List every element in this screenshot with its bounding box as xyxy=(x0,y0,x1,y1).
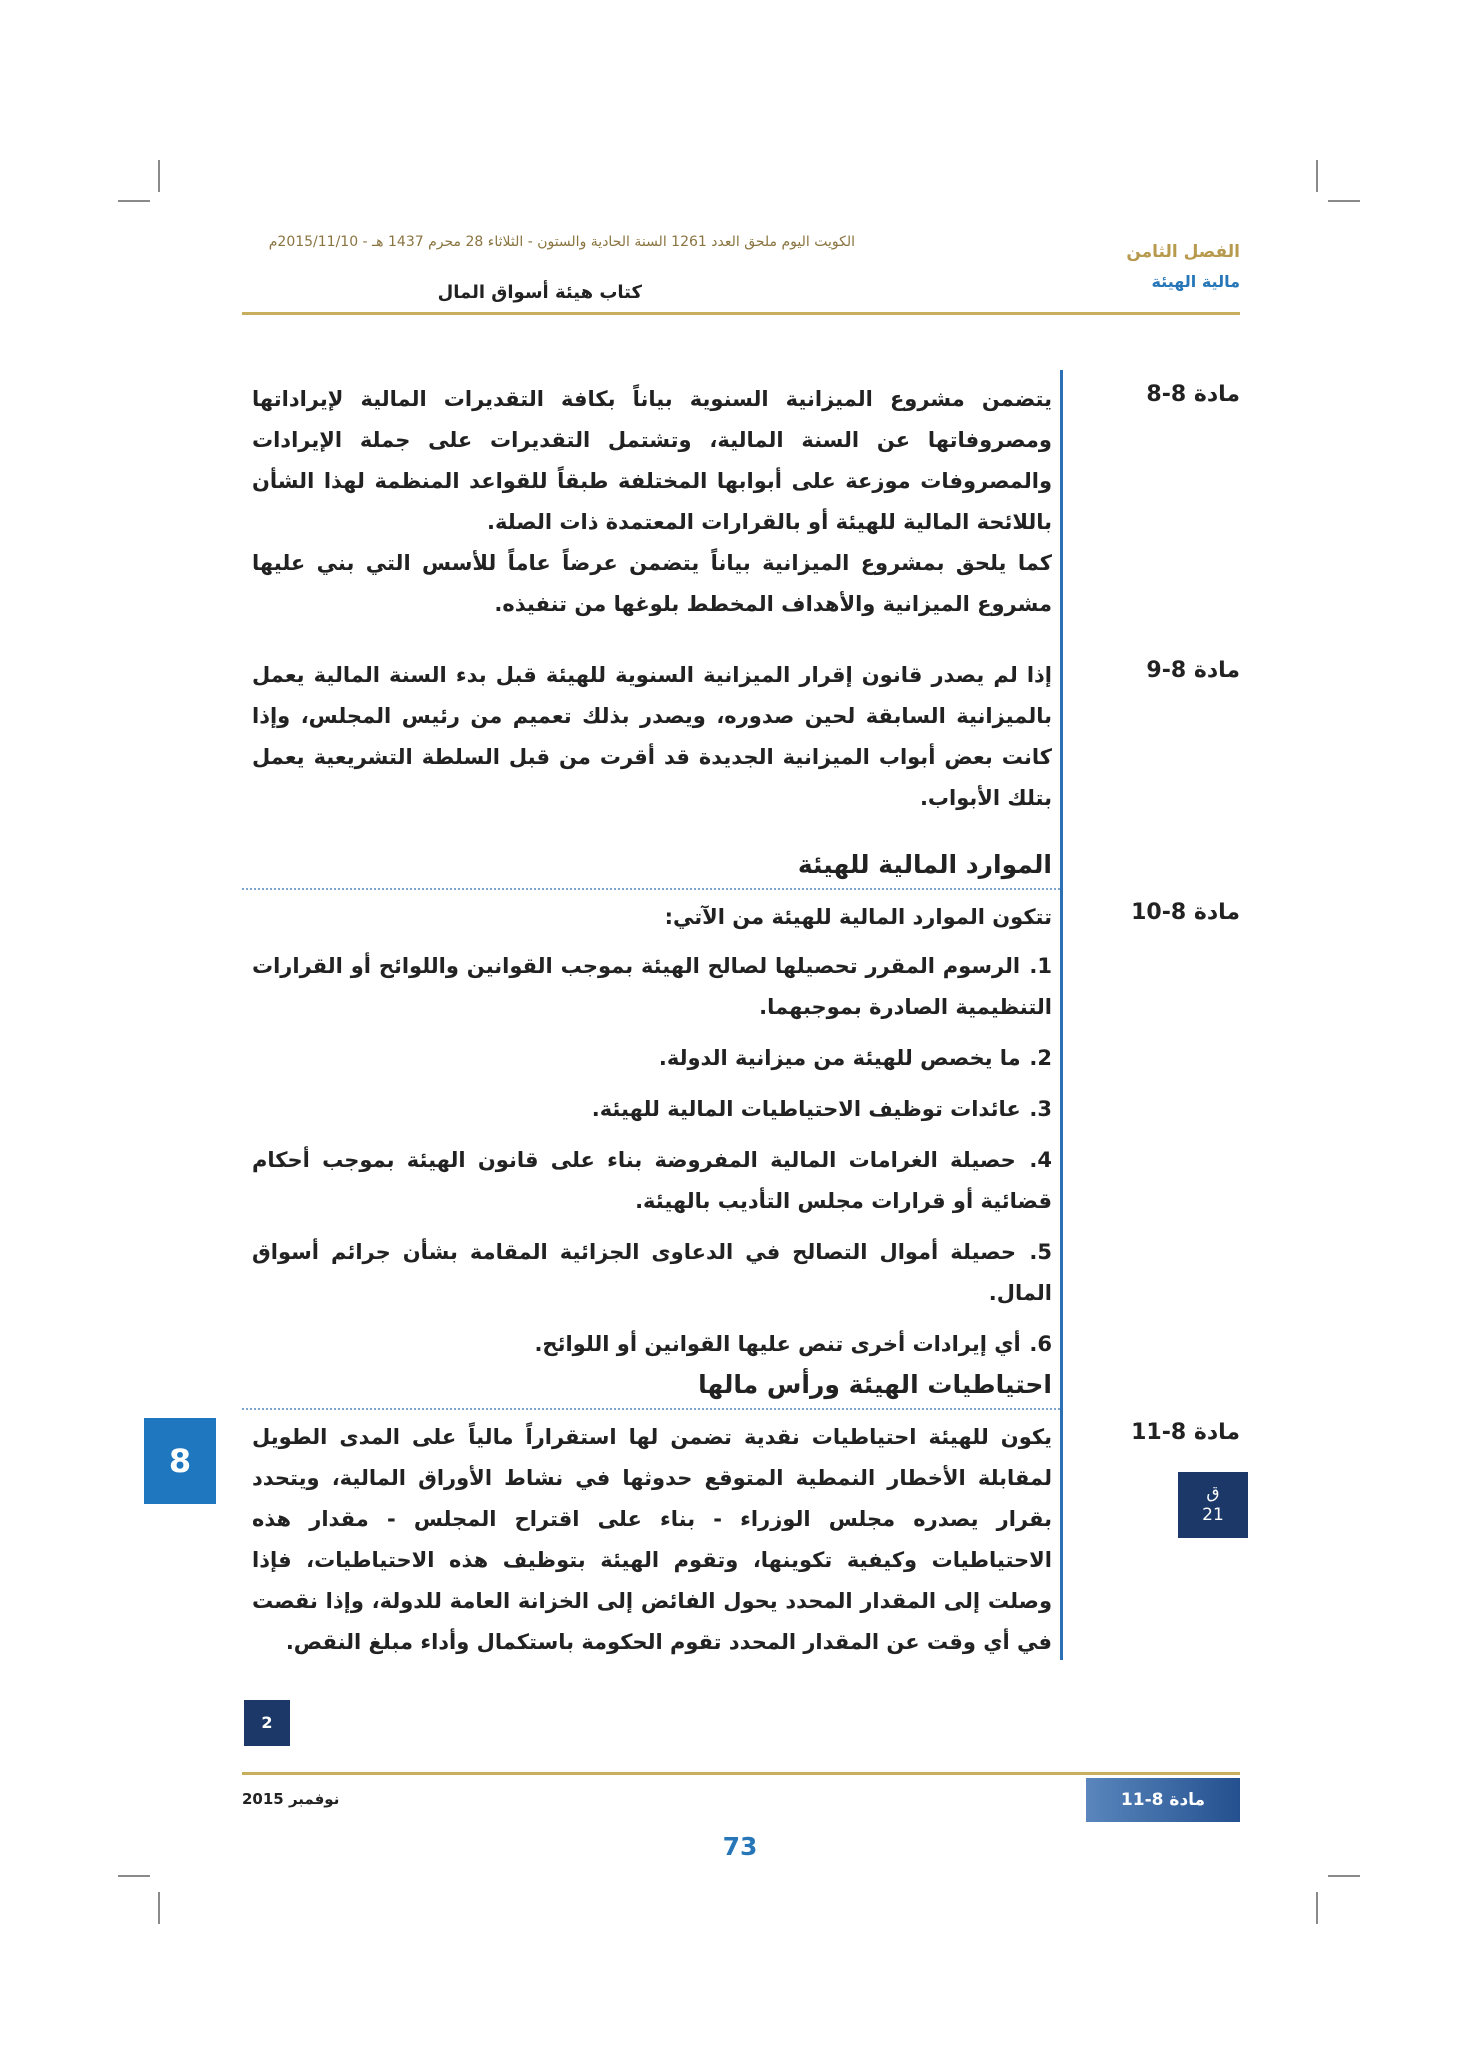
article-label: مادة 8-9 xyxy=(1146,658,1240,683)
section-divider xyxy=(242,1408,1060,1410)
footnote-box: 2 xyxy=(244,1700,290,1746)
crop-mark xyxy=(1328,1875,1360,1877)
chapter-title: الفصل الثامن xyxy=(1126,242,1240,262)
crop-mark xyxy=(118,1875,150,1877)
list-number: 1. xyxy=(1029,954,1053,978)
header-rule xyxy=(242,312,1240,315)
article-paragraph: يتضمن مشروع الميزانية السنوية بياناً بكافة التقديرات المالية لإيراداتها ومصروفاتها عن السنة المالية، وتشتمل التقديرات على جملة الإيرادات والمصروفات موزعة على أبوابها المختلفة طبقاً للقواعد المنظمة لهذا الشأن باللائحة المالية للهيئة أو بالقرارات المعتمدة ذات الصلة. xyxy=(252,387,1052,534)
list-number: 2. xyxy=(1029,1046,1052,1070)
chapter-tab: 8 xyxy=(144,1418,216,1504)
article-paragraph: كما يلحق بمشروع الميزانية بياناً يتضمن عرضاً عاماً للأسس التي بني عليها مشروع الميزانية والأهداف المخطط بلوغها من تنفيذه. xyxy=(252,551,1052,616)
gazette-meta-line: الكويت اليوم ملحق العدد 1261 السنة الحادية والستون - الثلاثاء 28 محرم 1437 هـ - 2015/11/10م xyxy=(268,234,855,250)
list-item xyxy=(252,1140,1052,1222)
article-label: مادة 8-8 xyxy=(1146,382,1240,407)
crop-mark xyxy=(1328,200,1360,202)
article-label: مادة 8-11 xyxy=(1131,1420,1240,1445)
article-body xyxy=(252,1417,1052,1663)
article-body xyxy=(252,655,1052,819)
list-item xyxy=(252,1232,1052,1314)
section-divider xyxy=(242,888,1060,890)
chapter-subtitle: مالية الهيئة xyxy=(1151,272,1240,291)
section-heading: الموارد المالية للهيئة xyxy=(797,850,1052,879)
reference-box xyxy=(1178,1472,1248,1538)
list-item xyxy=(252,946,1052,1028)
book-title: كتاب هيئة أسواق المال xyxy=(437,282,642,303)
crop-mark xyxy=(1316,160,1318,192)
list-number: 6. xyxy=(1029,1332,1052,1356)
crop-mark xyxy=(158,1892,160,1924)
crop-mark xyxy=(118,200,150,202)
reference-letter: ق xyxy=(1206,1483,1220,1503)
list-text: الرسوم المقرر تحصيلها لصالح الهيئة بموجب القوانين واللوائح أو القرارات التنظيمية الصادرة بموجبهما. xyxy=(252,954,1052,1019)
list-text: عائدات توظيف الاحتياطيات المالية للهيئة. xyxy=(591,1097,1021,1121)
list-number: 4. xyxy=(1029,1148,1052,1172)
list-number: 5. xyxy=(1029,1240,1052,1264)
list-item xyxy=(252,1038,1052,1079)
footer-date: نوفمبر 2015 xyxy=(242,1790,340,1808)
list-number: 3. xyxy=(1029,1097,1052,1121)
list-item xyxy=(252,1324,1052,1365)
article-intro: تتكون الموارد المالية للهيئة من الآتي: xyxy=(664,905,1052,929)
section-heading: احتياطيات الهيئة ورأس مالها xyxy=(698,1370,1052,1399)
article-body xyxy=(252,379,1052,625)
list-text: ما يخصص للهيئة من ميزانية الدولة. xyxy=(658,1046,1021,1070)
crop-mark xyxy=(1316,1892,1318,1924)
resources-list xyxy=(252,946,1052,1365)
footer-rule xyxy=(242,1772,1240,1775)
reference-number: 21 xyxy=(1202,1505,1224,1525)
article-paragraph: إذا لم يصدر قانون إقرار الميزانية السنوية للهيئة قبل بدء السنة المالية يعمل بالميزانية السابقة لحين صدوره، ويصدر بذلك تعميم من رئيس المجلس، وإذا كانت بعض أبواب الميزانية الجديدة قد أقرت من قبل السلطة التشريعية يعمل بتلك الأبواب. xyxy=(252,663,1052,810)
column-divider xyxy=(1060,370,1063,1660)
article-label: مادة 8-10 xyxy=(1131,900,1240,925)
page-number: 73 xyxy=(722,1832,758,1861)
list-text: حصيلة الغرامات المالية المفروضة بناء على قانون الهيئة بموجب أحكام قضائية أو قرارات مجلس التأديب بالهيئة. xyxy=(252,1148,1052,1213)
list-text: أي إيرادات أخرى تنص عليها القوانين أو اللوائح. xyxy=(534,1332,1021,1356)
article-body xyxy=(252,897,1052,1375)
article-paragraph: يكون للهيئة احتياطيات نقدية تضمن لها استقراراً مالياً على المدى الطويل لمقابلة الأخطار النمطية المتوقع حدوثها في نشاط الأوراق المالية، ويتحدد بقرار يصدره مجلس الوزراء - بناء على اقتراح المجلس - مقدار هذه الاحتياطيات وكيفية تكوينها، وتقوم الهيئة بتوظيف هذه الاحتياطيات، فإذا وصلت إلى المقدار المحدد يحول الفائض إلى الخزانة العامة للدولة، وإذا نقصت في أي وقت عن المقدار المحدد تقوم الحكومة باستكمال وأداء مبلغ النقص. xyxy=(252,1425,1052,1654)
footer-article-range: مادة 8-11 xyxy=(1086,1778,1240,1822)
crop-mark xyxy=(158,160,160,192)
list-item xyxy=(252,1089,1052,1130)
list-text: حصيلة أموال التصالح في الدعاوى الجزائية المقامة بشأن جرائم أسواق المال. xyxy=(252,1240,1052,1305)
